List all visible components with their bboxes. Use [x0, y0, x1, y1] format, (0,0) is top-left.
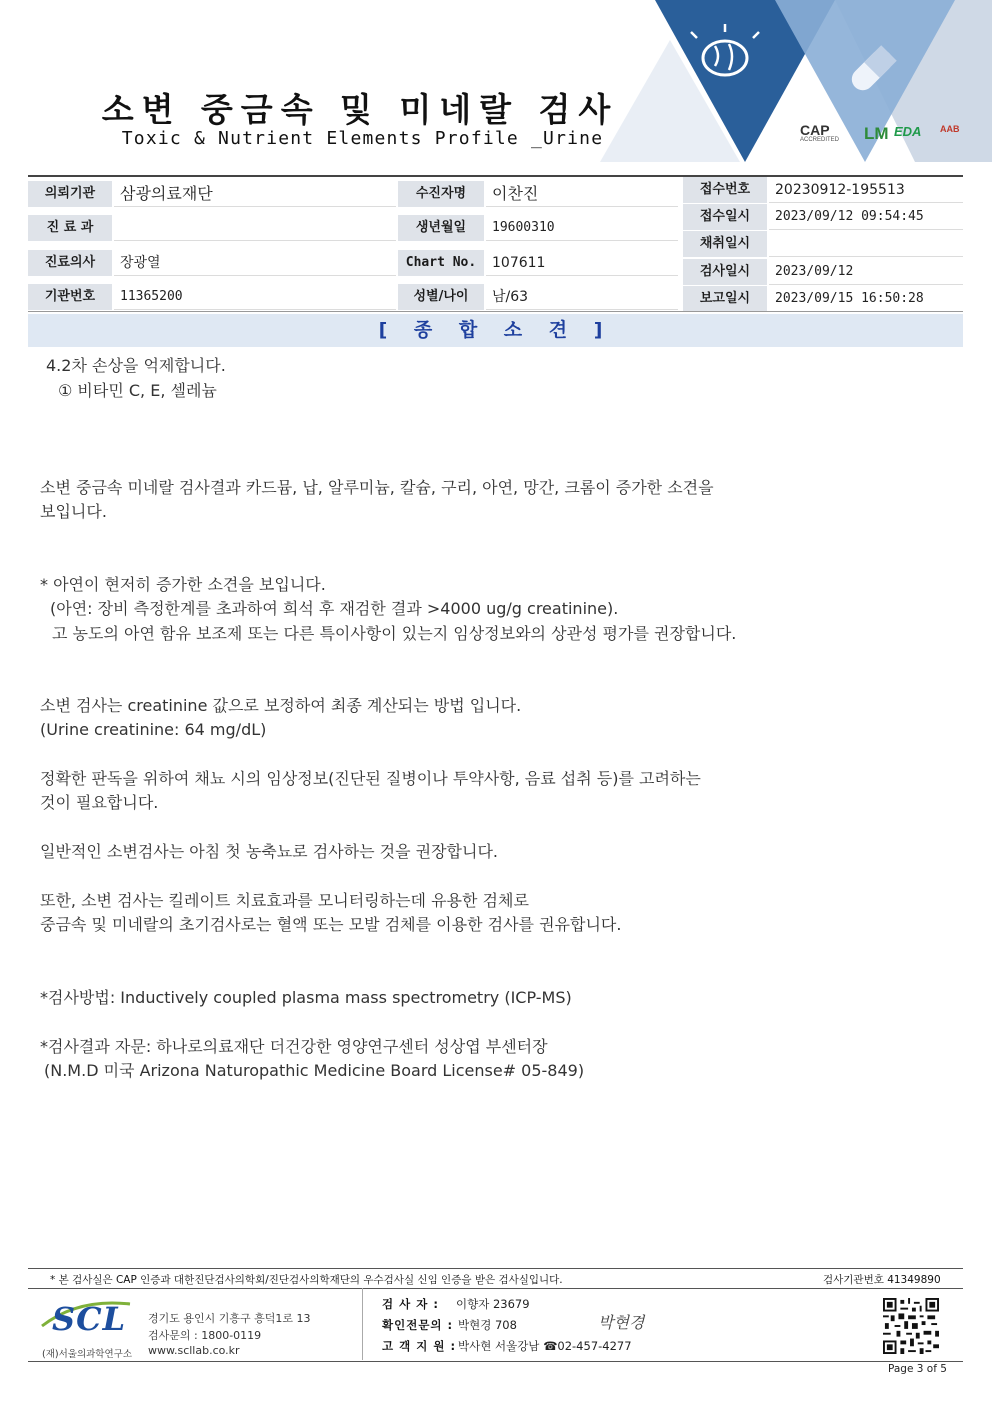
- summary-line: 4.2차 손상을 억제합니다.: [46, 356, 226, 375]
- summary-line: * 아연이 현저히 증가한 소견을 보입니다.: [40, 575, 326, 594]
- summary-line: ① 비타민 C, E, 셀레늄: [58, 381, 217, 400]
- value-department: [114, 215, 396, 241]
- label-referring-institution: 의뢰기관: [28, 181, 112, 208]
- inquiry-phone: 검사문의 : 1800-0119: [148, 1329, 262, 1342]
- value-collection-datetime: [769, 231, 963, 257]
- summary-line: 중금속 및 미네랄의 초기검사로는 혈액 또는 모발 검체를 이용한 검사를 권유합니다.: [40, 915, 622, 934]
- label-institution-number: 기관번호: [28, 284, 112, 311]
- cap-logo: CAP: [800, 122, 830, 138]
- lab-registration-number: 검사기관번호 41349890: [823, 1274, 941, 1286]
- value-patient-name: 이찬진: [486, 181, 678, 207]
- support-value: 박사현 서울강남 ☎02-457-4277: [458, 1339, 632, 1353]
- summary-line: 고 농도의 아연 함유 보조제 또는 다른 특이사항이 있는지 임상정보와의 상관성 평가를 권장합니다.: [52, 624, 737, 643]
- summary-line: 일반적인 소변검사는 아침 첫 농축뇨로 검사하는 것을 권장합니다.: [40, 842, 499, 861]
- table-bottom-border: [28, 311, 963, 312]
- footer-top-border: [28, 1268, 963, 1269]
- label-collection-datetime: 채취일시: [683, 231, 767, 258]
- label-receipt-datetime: 접수일시: [683, 204, 767, 231]
- label-chart-no: Chart No.: [398, 250, 484, 277]
- summary-line: *검사결과 자문: 하나로의료재단 더건강한 영양연구센터 성상엽 부센터장: [40, 1037, 548, 1056]
- value-sex-age: 남/63: [486, 284, 678, 310]
- summary-line: 보입니다.: [40, 502, 107, 521]
- value-referring-institution: 삼광의료재단: [114, 181, 396, 207]
- summary-line: *검사방법: Inductively coupled plasma mass spectrometry (ICP-MS): [40, 988, 572, 1007]
- scl-logo: SCL: [52, 1300, 127, 1338]
- summary-line: 것이 필요합니다.: [40, 793, 159, 812]
- label-receipt-number: 접수번호: [683, 177, 767, 204]
- label-test-date: 검사일시: [683, 259, 767, 286]
- summary-line: (N.M.D 미국 Arizona Naturopathic Medicine Board License# 05-849): [44, 1061, 585, 1080]
- label-department: 진 료 과: [28, 215, 112, 242]
- tester-label: 검 사 자 :: [382, 1297, 439, 1311]
- label-physician: 진료의사: [28, 250, 112, 277]
- summary-line: 정확한 판독을 위하여 채뇨 시의 임상정보(진단된 질병이나 투약사항, 음료 섭취 등)를 고려하는: [40, 769, 701, 788]
- value-institution-number: 11365200: [114, 284, 396, 310]
- value-physician: 장광열: [114, 250, 396, 276]
- value-chart-no: 107611: [486, 250, 678, 276]
- label-sex-age: 성별/나이: [398, 284, 484, 311]
- organization-name: (재)서울의과학연구소: [42, 1349, 133, 1360]
- address: 경기도 용인시 기흥구 흥덕1로 13: [148, 1312, 311, 1325]
- support-label: 고 객 지 원 :: [382, 1339, 457, 1353]
- qr-code: [883, 1298, 939, 1354]
- confirm-value: 박현경 708: [458, 1318, 517, 1332]
- footer-separator: [362, 1288, 363, 1360]
- value-receipt-number: 20230912-195513: [769, 177, 963, 203]
- summary-line: 소변 중금속 미네랄 검사결과 카드뮴, 납, 알루미늄, 칼슘, 구리, 아연, 망간, 크롬이 증가한 소견을: [40, 478, 714, 497]
- tester-value: 이향자 23679: [456, 1297, 530, 1311]
- footer-bottom-border: [28, 1361, 963, 1362]
- value-birth-date: 19600310: [486, 215, 678, 241]
- footer-divider: [28, 1288, 963, 1289]
- eda-logo: EDA: [894, 124, 922, 139]
- physician-signature: 박현경: [598, 1313, 645, 1332]
- summary-line: (Urine creatinine: 64 mg/dL): [40, 720, 267, 739]
- cap-accredited-text: ACCREDITED: [800, 137, 840, 143]
- lm-logo: LM: [864, 124, 889, 143]
- value-report-datetime: 2023/09/15 16:50:28: [769, 286, 963, 312]
- page-number: Page 3 of 5: [888, 1363, 947, 1375]
- summary-line: 소변 검사는 creatinine 값으로 보정하여 최종 계산되는 방법 입니다.: [40, 696, 522, 715]
- value-test-date: 2023/09/12: [769, 259, 963, 285]
- label-report-datetime: 보고일시: [683, 286, 767, 313]
- summary-line: (아연: 장비 측정한계를 초과하여 희석 후 재검한 결과 >4000 ug/g creatinine).: [50, 599, 619, 618]
- confirm-label: 확인전문의 :: [382, 1318, 454, 1332]
- summary-heading: [ 종 합 소 견 ]: [28, 314, 963, 347]
- website-link[interactable]: www.scllab.co.kr: [148, 1344, 240, 1357]
- aab-logo: AAB: [940, 124, 960, 134]
- value-receipt-datetime: 2023/09/12 09:54:45: [769, 204, 963, 230]
- cert-logos: [800, 122, 970, 152]
- label-patient-name: 수진자명: [398, 181, 484, 208]
- summary-line: 또한, 소변 검사는 킬레이트 치료효과를 모니터링하는데 유용한 검체로: [40, 891, 529, 910]
- certification-note: * 본 검사실은 CAP 인증과 대한진단검사의학회/진단검사의학재단의 우수검사실 신임 인증을 받은 검사실입니다.: [50, 1274, 563, 1286]
- page-subtitle: Toxic & Nutrient Elements Profile _Urine: [121, 128, 604, 149]
- page-title: 소변 중금속 및 미네랄 검사: [101, 90, 619, 129]
- label-birth-date: 생년월일: [398, 215, 484, 242]
